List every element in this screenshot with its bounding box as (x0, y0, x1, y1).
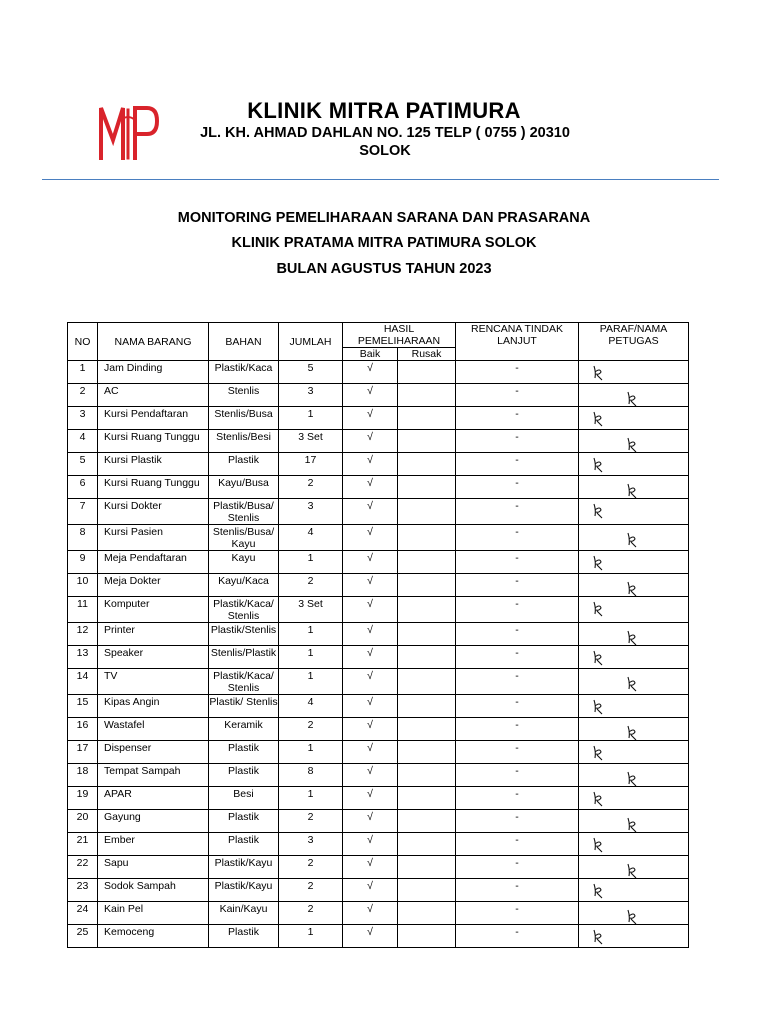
signature-icon (591, 502, 605, 520)
row-baik: √ (343, 646, 398, 669)
row-rusak (398, 695, 456, 718)
row-paraf (579, 669, 689, 695)
row-no: 4 (68, 430, 98, 453)
row-no: 5 (68, 453, 98, 476)
row-jumlah: 3 Set (279, 430, 343, 453)
table-row (68, 453, 689, 476)
row-baik: √ (343, 902, 398, 925)
row-nama-barang: Sapu (98, 856, 209, 879)
row-rencana: - (456, 741, 579, 764)
row-nama-barang: Ember (98, 833, 209, 856)
row-rencana: - (456, 764, 579, 787)
row-nama-barang: Kursi Plastik (98, 453, 209, 476)
signature-mark (579, 766, 688, 786)
signature-icon (625, 724, 639, 741)
row-rencana: - (456, 574, 579, 597)
row-nama-barang: Kursi Dokter (98, 499, 209, 525)
row-no: 12 (68, 623, 98, 646)
header-no: NO (68, 323, 98, 361)
row-jumlah: 2 (279, 718, 343, 741)
row-rencana: - (456, 597, 579, 623)
signature-icon (591, 882, 605, 900)
signature-mark (579, 455, 688, 475)
row-baik: √ (343, 741, 398, 764)
table-row (68, 430, 689, 453)
row-rusak (398, 384, 456, 407)
row-baik: √ (343, 574, 398, 597)
row-jumlah: 3 Set (279, 597, 343, 623)
row-rencana: - (456, 476, 579, 499)
row-rusak (398, 407, 456, 430)
signature-mark (579, 553, 688, 573)
row-rusak (398, 879, 456, 902)
row-jumlah: 1 (279, 623, 343, 646)
row-nama-barang: Kain Pel (98, 902, 209, 925)
row-baik: √ (343, 430, 398, 453)
row-baik: √ (343, 361, 398, 384)
signature-mark (579, 881, 688, 901)
row-rusak (398, 597, 456, 623)
signature-mark (579, 904, 688, 924)
clinic-name: KLINIK MITRA PATIMURA (247, 98, 521, 123)
table-row (68, 407, 689, 430)
table-row (68, 646, 689, 669)
row-baik: √ (343, 764, 398, 787)
table-row (68, 551, 689, 574)
row-nama-barang: Meja Pendaftaran (98, 551, 209, 574)
row-rencana: - (456, 925, 579, 948)
table-row (68, 384, 689, 407)
row-rencana: - (456, 361, 579, 384)
row-jumlah: 8 (279, 764, 343, 787)
row-nama-barang: Dispenser (98, 741, 209, 764)
row-no: 24 (68, 902, 98, 925)
row-nama-barang: Printer (98, 623, 209, 646)
signature-icon (625, 436, 639, 453)
row-bahan: Plastik/Kayu (209, 856, 279, 879)
row-jumlah: 1 (279, 669, 343, 695)
row-nama-barang: Kursi Ruang Tunggu (98, 430, 209, 453)
row-bahan: Plastik/Stenlis (209, 623, 279, 646)
row-no: 1 (68, 361, 98, 384)
row-rusak (398, 833, 456, 856)
row-no: 23 (68, 879, 98, 902)
row-paraf (579, 407, 689, 430)
signature-mark (579, 625, 688, 645)
row-jumlah: 2 (279, 902, 343, 925)
row-nama-barang: Tempat Sampah (98, 764, 209, 787)
row-rusak (398, 787, 456, 810)
signature-icon (625, 580, 639, 597)
row-nama-barang: APAR (98, 787, 209, 810)
table-body (68, 361, 689, 948)
header-paraf-petugas: PARAF/NAMA PETUGAS (579, 323, 689, 361)
row-bahan: Stenlis/Besi (209, 430, 279, 453)
row-rencana: - (456, 856, 579, 879)
row-baik: √ (343, 787, 398, 810)
row-jumlah: 2 (279, 476, 343, 499)
signature-icon (625, 675, 639, 693)
row-rusak (398, 669, 456, 695)
row-nama-barang: Kursi Pendaftaran (98, 407, 209, 430)
signature-mark (579, 599, 688, 619)
row-rencana: - (456, 879, 579, 902)
address-line-2: SOLOK (359, 143, 411, 159)
row-rusak (398, 902, 456, 925)
row-no: 14 (68, 669, 98, 695)
signature-icon (591, 698, 605, 716)
signature-mark (579, 812, 688, 832)
row-no: 20 (68, 810, 98, 833)
row-bahan: Plastik/ Stenlis (209, 695, 279, 718)
signature-mark (579, 478, 688, 498)
row-nama-barang: Kursi Pasien (98, 525, 209, 551)
row-nama-barang: Jam Dinding (98, 361, 209, 384)
row-paraf (579, 430, 689, 453)
row-bahan: Plastik (209, 764, 279, 787)
row-rencana: - (456, 525, 579, 551)
row-no: 21 (68, 833, 98, 856)
table-row (68, 764, 689, 787)
row-rusak (398, 623, 456, 646)
row-no: 13 (68, 646, 98, 669)
table-row (68, 525, 689, 551)
row-rencana: - (456, 787, 579, 810)
row-rencana: - (456, 407, 579, 430)
signature-icon (591, 836, 605, 854)
header-nama-barang: NAMA BARANG (98, 323, 209, 361)
row-baik: √ (343, 525, 398, 551)
row-jumlah: 1 (279, 646, 343, 669)
row-jumlah: 1 (279, 741, 343, 764)
table-row (68, 718, 689, 741)
row-no: 11 (68, 597, 98, 623)
row-rusak (398, 453, 456, 476)
signature-mark (579, 386, 688, 406)
row-no: 2 (68, 384, 98, 407)
row-jumlah: 3 (279, 384, 343, 407)
signature-icon (591, 744, 605, 762)
row-rusak (398, 856, 456, 879)
row-baik: √ (343, 669, 398, 695)
row-paraf (579, 646, 689, 669)
header-rencana-tindak-lanjut: RENCANA TINDAK LANJUT (456, 323, 579, 361)
row-jumlah: 5 (279, 361, 343, 384)
row-baik: √ (343, 879, 398, 902)
row-rencana: - (456, 833, 579, 856)
row-paraf (579, 741, 689, 764)
signature-mark (579, 527, 688, 547)
signature-icon (591, 928, 605, 946)
row-rusak (398, 361, 456, 384)
row-rencana: - (456, 810, 579, 833)
row-paraf (579, 787, 689, 810)
document-title: MONITORING PEMELIHARAAN SARANA DAN PRASARANA (177, 210, 591, 226)
row-nama-barang: Kursi Ruang Tunggu (98, 476, 209, 499)
row-nama-barang: TV (98, 669, 209, 695)
row-rusak (398, 574, 456, 597)
row-paraf (579, 574, 689, 597)
row-paraf (579, 833, 689, 856)
signature-mark (579, 648, 688, 668)
signature-mark (579, 835, 688, 855)
signature-icon (591, 600, 605, 618)
row-bahan: Plastik (209, 810, 279, 833)
row-bahan: Plastik/Kaca/ Stenlis (209, 669, 279, 695)
row-rusak (398, 551, 456, 574)
document-subtitle: KLINIK PRATAMA MITRA PATIMURA SOLOK (231, 235, 537, 251)
row-bahan: Stenlis (209, 384, 279, 407)
row-rencana: - (456, 384, 579, 407)
row-no: 3 (68, 407, 98, 430)
signature-mark (579, 697, 688, 717)
row-baik: √ (343, 551, 398, 574)
row-paraf (579, 597, 689, 623)
row-no: 25 (68, 925, 98, 948)
row-bahan: Besi (209, 787, 279, 810)
table-row (68, 925, 689, 948)
address-line-1: JL. KH. AHMAD DAHLAN NO. 125 TELP ( 0755 ) 20310 (200, 125, 570, 141)
row-baik: √ (343, 810, 398, 833)
row-nama-barang: Meja Dokter (98, 574, 209, 597)
table-row (68, 623, 689, 646)
signature-icon (625, 629, 639, 646)
row-baik: √ (343, 597, 398, 623)
row-paraf (579, 718, 689, 741)
row-baik: √ (343, 453, 398, 476)
table-row (68, 787, 689, 810)
signature-icon (591, 649, 605, 667)
signature-mark (579, 432, 688, 452)
table-row (68, 833, 689, 856)
signature-mark (579, 363, 688, 383)
table-row (68, 695, 689, 718)
row-paraf (579, 925, 689, 948)
row-no: 10 (68, 574, 98, 597)
clinic-address (150, 124, 620, 160)
row-rusak (398, 925, 456, 948)
table-row (68, 810, 689, 833)
row-bahan: Kayu/Busa (209, 476, 279, 499)
row-bahan: Keramik (209, 718, 279, 741)
row-rusak (398, 810, 456, 833)
row-no: 19 (68, 787, 98, 810)
row-rencana: - (456, 453, 579, 476)
row-jumlah: 1 (279, 407, 343, 430)
row-baik: √ (343, 407, 398, 430)
header-jumlah: JUMLAH (279, 323, 343, 361)
row-nama-barang: Komputer (98, 597, 209, 623)
row-paraf (579, 453, 689, 476)
row-bahan: Kain/Kayu (209, 902, 279, 925)
row-bahan: Plastik (209, 453, 279, 476)
row-rusak (398, 764, 456, 787)
row-paraf (579, 856, 689, 879)
row-rencana: - (456, 499, 579, 525)
signature-icon (591, 364, 605, 382)
row-rencana: - (456, 695, 579, 718)
row-bahan: Plastik/Kaca (209, 361, 279, 384)
row-rusak (398, 646, 456, 669)
row-bahan: Kayu (209, 551, 279, 574)
signature-icon (591, 456, 605, 474)
row-no: 18 (68, 764, 98, 787)
row-no: 7 (68, 499, 98, 525)
inventory-table (67, 322, 689, 948)
row-no: 9 (68, 551, 98, 574)
row-baik: √ (343, 623, 398, 646)
signature-icon (625, 816, 639, 833)
row-bahan: Plastik (209, 741, 279, 764)
row-rencana: - (456, 551, 579, 574)
table-row (68, 499, 689, 525)
row-rusak (398, 741, 456, 764)
header-rusak: Rusak (398, 348, 456, 361)
row-rencana: - (456, 669, 579, 695)
header-bahan: BAHAN (209, 323, 279, 361)
row-jumlah: 4 (279, 695, 343, 718)
signature-mark (579, 409, 688, 429)
row-rusak (398, 499, 456, 525)
signature-mark (579, 671, 688, 691)
header-baik: Baik (343, 348, 398, 361)
row-bahan: Plastik (209, 925, 279, 948)
table-row (68, 597, 689, 623)
row-paraf (579, 695, 689, 718)
row-nama-barang: Wastafel (98, 718, 209, 741)
row-rusak (398, 476, 456, 499)
row-bahan: Plastik/Busa/ Stenlis (209, 499, 279, 525)
row-no: 22 (68, 856, 98, 879)
row-baik: √ (343, 695, 398, 718)
row-jumlah: 3 (279, 499, 343, 525)
row-no: 6 (68, 476, 98, 499)
row-jumlah: 2 (279, 574, 343, 597)
row-paraf (579, 810, 689, 833)
row-baik: √ (343, 718, 398, 741)
row-paraf (579, 879, 689, 902)
row-jumlah: 1 (279, 787, 343, 810)
row-paraf (579, 764, 689, 787)
row-bahan: Stenlis/Busa/ Kayu (209, 525, 279, 551)
row-jumlah: 17 (279, 453, 343, 476)
row-jumlah: 4 (279, 525, 343, 551)
row-baik: √ (343, 856, 398, 879)
signature-icon (625, 390, 639, 407)
row-no: 17 (68, 741, 98, 764)
row-jumlah: 1 (279, 925, 343, 948)
row-rencana: - (456, 623, 579, 646)
signature-mark (579, 927, 688, 947)
signature-icon (625, 482, 639, 499)
row-rencana: - (456, 646, 579, 669)
row-nama-barang: Kemoceng (98, 925, 209, 948)
signature-mark (579, 720, 688, 740)
table-row (68, 902, 689, 925)
row-jumlah: 2 (279, 810, 343, 833)
table-row (68, 361, 689, 384)
signature-mark (579, 501, 688, 521)
row-bahan: Plastik (209, 833, 279, 856)
table-row (68, 669, 689, 695)
row-paraf (579, 525, 689, 551)
row-rusak (398, 525, 456, 551)
row-no: 15 (68, 695, 98, 718)
row-rencana: - (456, 430, 579, 453)
row-jumlah: 3 (279, 833, 343, 856)
signature-mark (579, 789, 688, 809)
row-baik: √ (343, 833, 398, 856)
row-nama-barang: Gayung (98, 810, 209, 833)
header-hasil-pemeliharaan: HASIL PEMELIHARAAN (343, 323, 456, 348)
row-no: 8 (68, 525, 98, 551)
row-bahan: Stenlis/Plastik (209, 646, 279, 669)
signature-icon (625, 531, 639, 549)
row-nama-barang: AC (98, 384, 209, 407)
row-paraf (579, 499, 689, 525)
signature-icon (591, 410, 605, 428)
row-jumlah: 2 (279, 879, 343, 902)
signature-icon (625, 862, 639, 879)
document-period: BULAN AGUSTUS TAHUN 2023 (276, 261, 492, 277)
row-baik: √ (343, 925, 398, 948)
table-row (68, 856, 689, 879)
row-rusak (398, 718, 456, 741)
row-paraf (579, 623, 689, 646)
table-row (68, 879, 689, 902)
row-bahan: Kayu/Kaca (209, 574, 279, 597)
table-row (68, 574, 689, 597)
signature-mark (579, 576, 688, 596)
row-paraf (579, 476, 689, 499)
row-nama-barang: Speaker (98, 646, 209, 669)
header-divider (42, 179, 719, 180)
signature-mark (579, 743, 688, 763)
row-no: 16 (68, 718, 98, 741)
row-baik: √ (343, 384, 398, 407)
row-paraf (579, 902, 689, 925)
row-bahan: Plastik/Kayu (209, 879, 279, 902)
row-bahan: Stenlis/Busa (209, 407, 279, 430)
signature-icon (625, 770, 639, 787)
row-nama-barang: Kipas Angin (98, 695, 209, 718)
row-rusak (398, 430, 456, 453)
signature-icon (625, 908, 639, 925)
row-paraf (579, 551, 689, 574)
row-jumlah: 2 (279, 856, 343, 879)
table-row (68, 476, 689, 499)
signature-icon (591, 790, 605, 808)
row-baik: √ (343, 476, 398, 499)
row-bahan: Plastik/Kaca/ Stenlis (209, 597, 279, 623)
row-rencana: - (456, 718, 579, 741)
signature-mark (579, 858, 688, 878)
row-jumlah: 1 (279, 551, 343, 574)
row-baik: √ (343, 499, 398, 525)
signature-icon (591, 554, 605, 572)
table-row (68, 741, 689, 764)
row-paraf (579, 361, 689, 384)
row-paraf (579, 384, 689, 407)
row-nama-barang: Sodok Sampah (98, 879, 209, 902)
row-rencana: - (456, 902, 579, 925)
